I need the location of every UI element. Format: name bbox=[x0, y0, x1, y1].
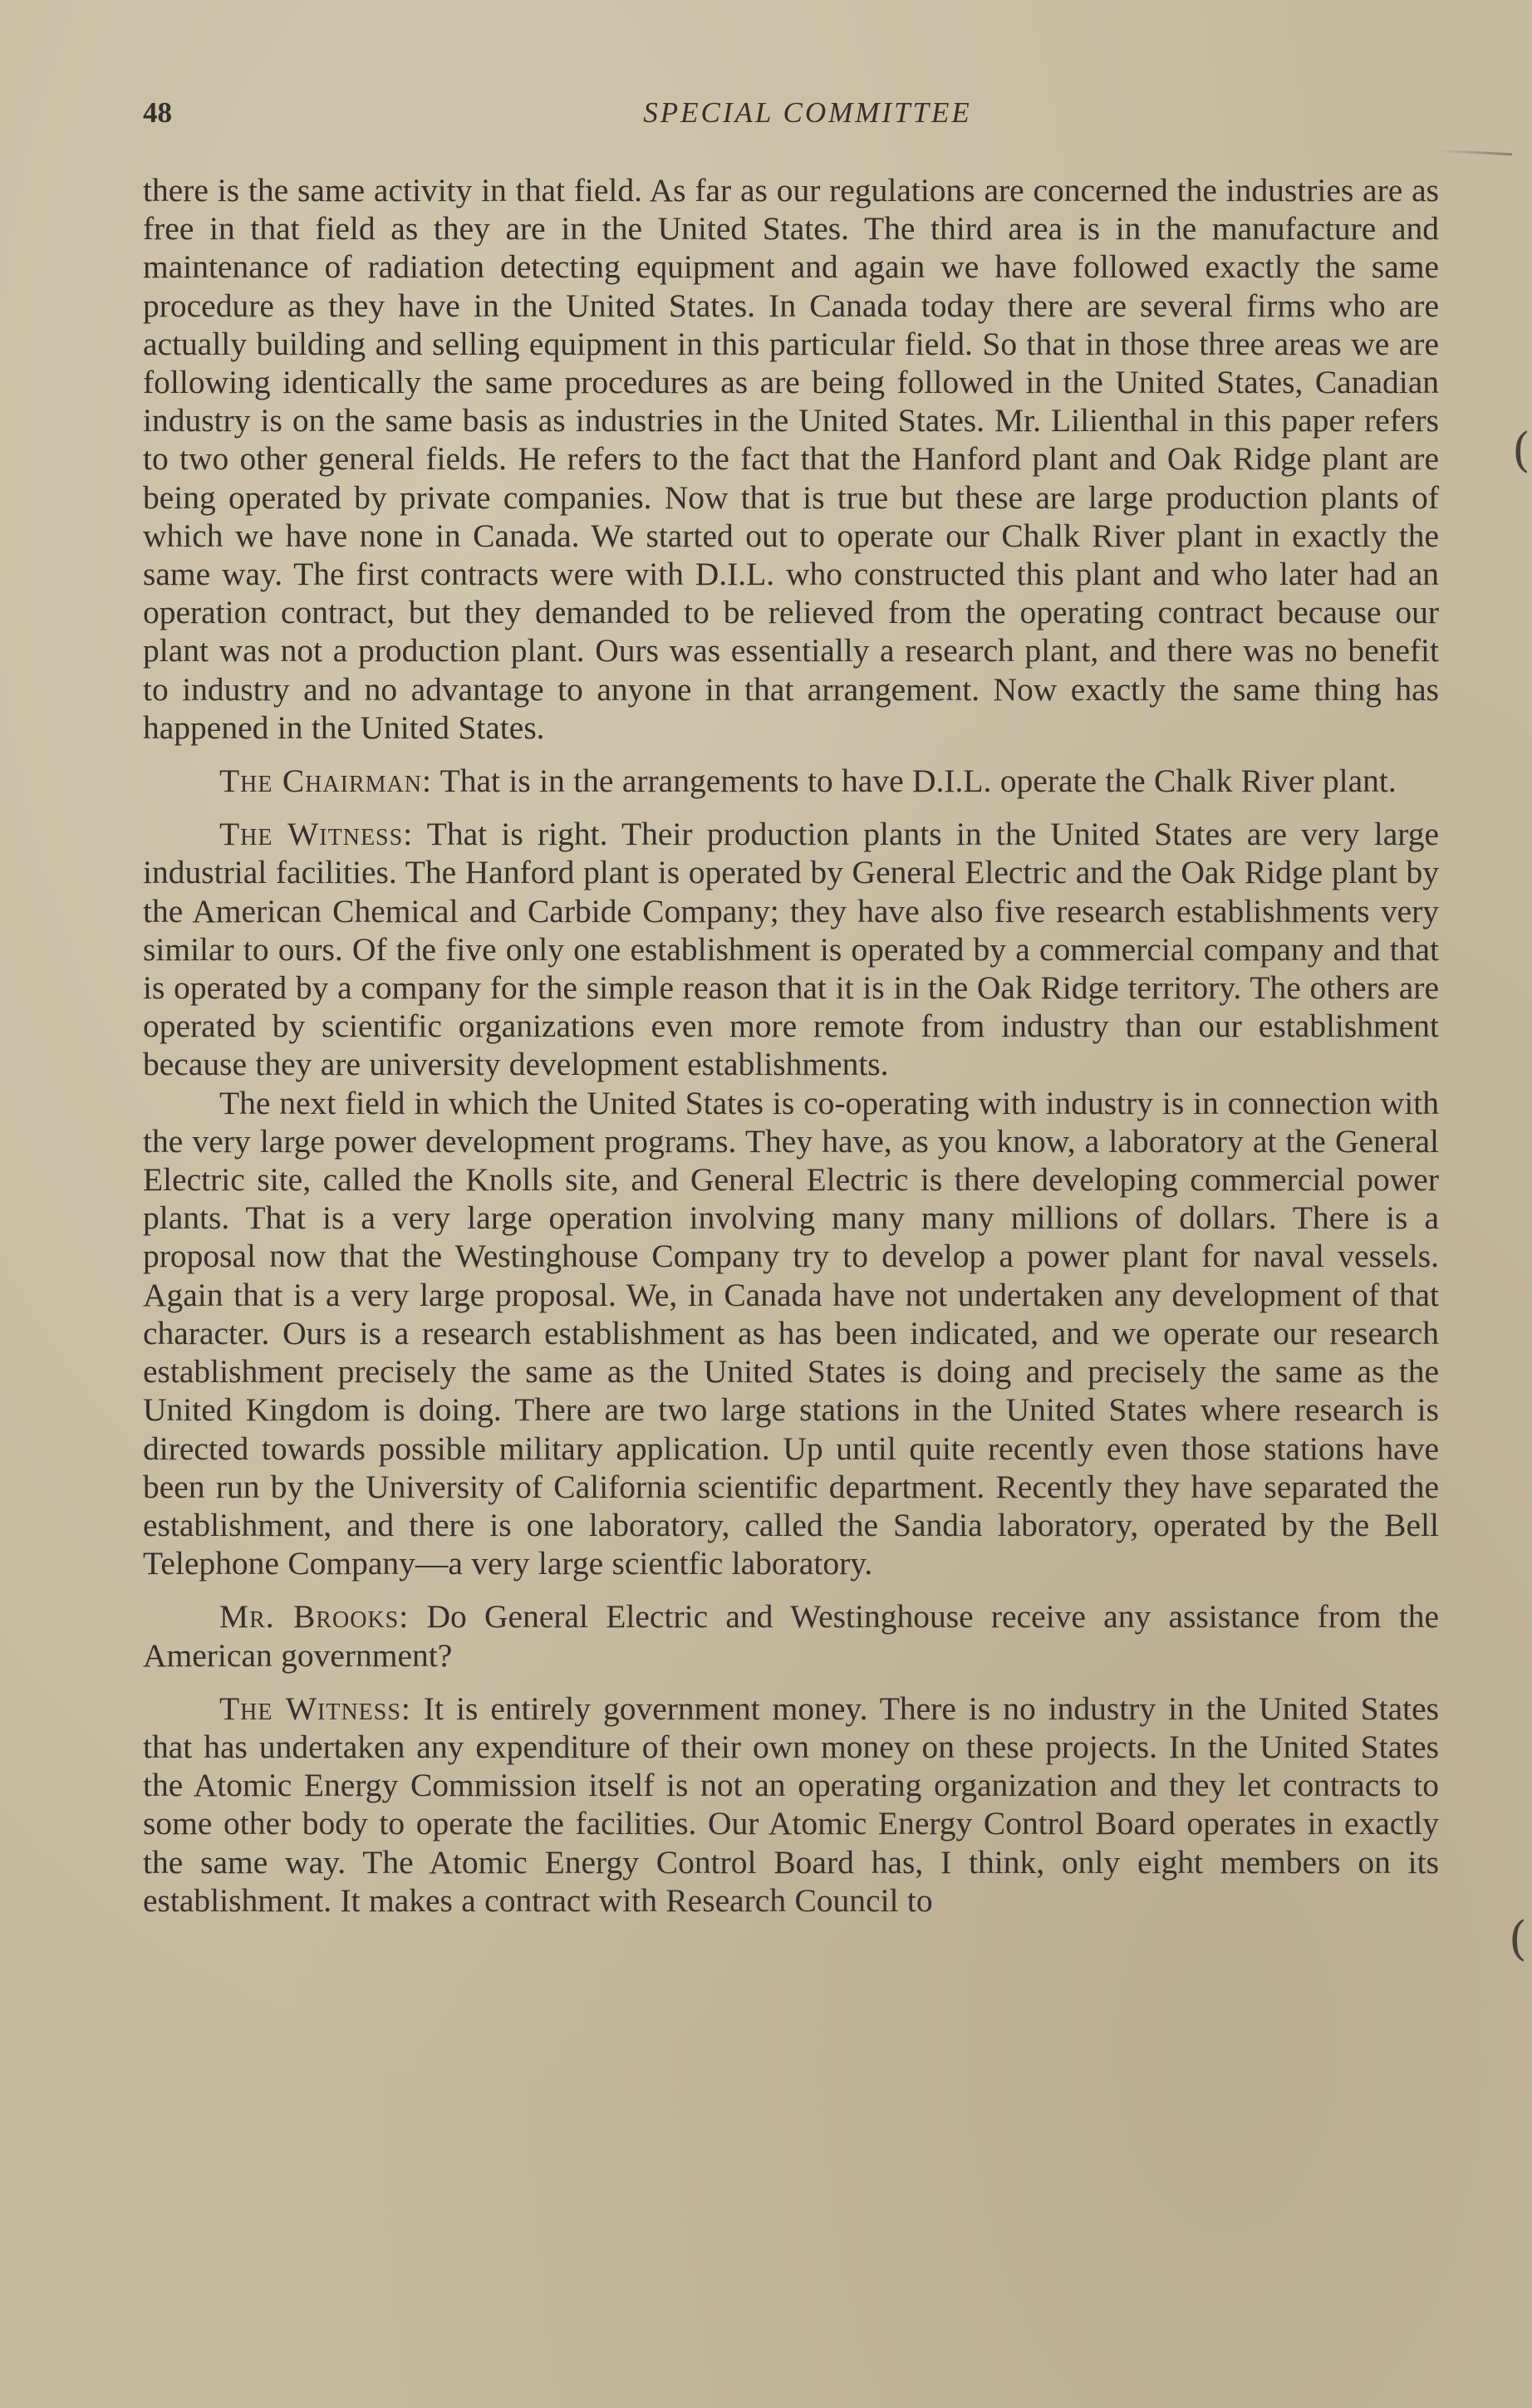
paragraph-text: The next field in which the United States is co-operating with industry is in connection with the very large power development programs. They have, as you know, a laboratory at the General Electric site, called the Knolls site, and General Electric is there developing commercial power plants. That is a very large operation involving many many millions of dollars. There is a proposal now that the Westinghouse Company try to develop a power plant for naval vessels. Again that is a very large proposal. We, in Canada have not undertaken any development of that character. Ours is a research establishment as has been indicated, and we operate our research establishment precisely the same as the United States is doing and precisely the same as the United Kingdom is doing. There are two large stations in the United States where research is directed towards possible military application. Up until quite recently even those stations have been run by the University of California scientific department. Recently they have separated the establishment, and there is one laboratory, called the Sandia laboratory, operated by the Bell Telephone Company—a very large scientfic laboratory. bbox=[143, 1084, 1439, 1582]
paragraph-brooks bbox=[143, 1597, 1439, 1674]
paragraph-next-field bbox=[143, 1084, 1439, 1583]
speaker-label: The Witness: bbox=[219, 1690, 411, 1727]
paragraph-text: Do General Electric and Westinghouse receive any assistance from the American government? bbox=[143, 1598, 1440, 1674]
body-text bbox=[143, 171, 1439, 1920]
margin-mark-upper: ( bbox=[1512, 424, 1530, 478]
page-header bbox=[143, 96, 1439, 138]
speaker-label: The Chairman: bbox=[219, 763, 432, 800]
running-title: SPECIAL COMMITTEE bbox=[643, 96, 972, 129]
paragraph-chairman bbox=[143, 762, 1439, 800]
margin-mark-lower: ( bbox=[1509, 1912, 1527, 1966]
speaker-label: The Witness: bbox=[219, 816, 414, 853]
speaker-label: Mr. Brooks: bbox=[219, 1598, 410, 1636]
paragraph-continuation bbox=[143, 171, 1439, 747]
paragraph-text: That is in the arrangements to have D.I.L. operate the Chalk River plant. bbox=[439, 763, 1397, 800]
paragraph-text: That is right. Their production plants in the United States are very large industrial facilities. The Hanford plant is operated by General Electric and the Oak Ridge plant by the American Chemical and Carbide Company; they have also five research establishments very similar to ours. Of the five only one establishment is operated by a commercial company and that is operated by a company for the simple reason that it is in the Oak Ridge territory. The others are operated by scientific organizations even more remote from industry than our establishment because they are university development establishments. bbox=[143, 816, 1439, 1083]
paragraph-text: It is entirely government money. There is no industry in the United States that has undertaken any expenditure of their own money on these projects. In the United States the Atomic Energy Commission itself is not an operating organization and they let contracts to some other body to operate the facilities. Our Atomic Energy Control Board operates in exactly the same way. The Atomic Energy Control Board has, I think, only eight members on its establishment. It makes a contract with Research Council to bbox=[143, 1690, 1439, 1919]
page-number: 48 bbox=[143, 96, 172, 129]
paragraph-witness bbox=[143, 815, 1439, 1083]
paragraph-witness-2 bbox=[143, 1690, 1439, 1920]
margin-scratch bbox=[1437, 150, 1512, 156]
paragraph-text: there is the same activity in that field. As far as our regulations are concerned the industries are as free in that field as they are in the United States. The third area is in the manufacture and maintenance of radiation detecting equipment and again we have followed exactly the same procedure as they have in the United States. In Canada today there are several firms who are actually building and selling equipment in this particular field. So that in those three areas we are following identically the same procedures as are being followed in the United States, Canadian industry is on the same basis as industries in the United States. Mr. Lilienthal in this paper refers to two other general fields. He refers to the fact that the Hanford plant and Oak Ridge plant are being operated by private companies. Now that is true but these are large production plants of which we have none in Canada. We started out to operate our Chalk River plant in exactly the same way. The first contracts were with D.I.L. who constructed this plant and who later had an operation contract, but they demanded to be relieved from the operating contract because our plant was not a production plant. Ours was essentially a research plant, and there was no benefit to industry and no advantage to anyone in that arrangement. Now exactly the same thing has happened in the United States. bbox=[143, 172, 1439, 746]
